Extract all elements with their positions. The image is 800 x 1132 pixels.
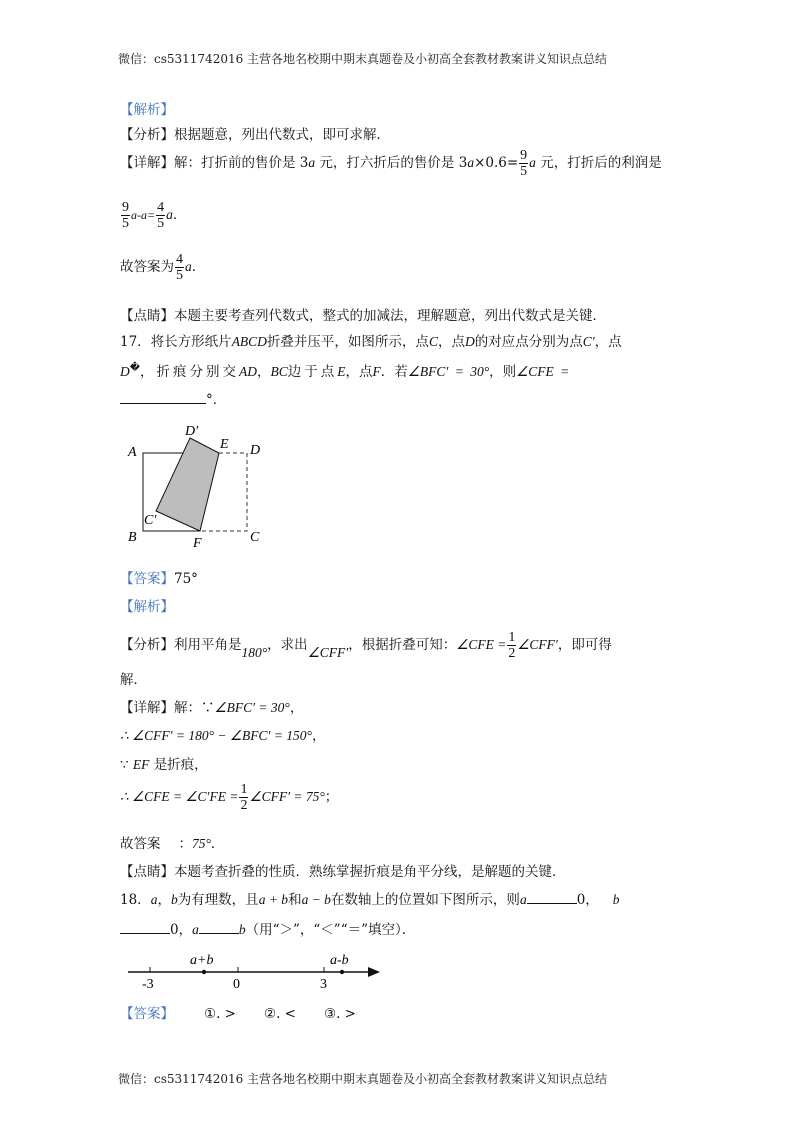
answer-blank-1[interactable]: [527, 891, 577, 904]
q16-xiangjie: [120, 148, 662, 179]
stem-text: ，点: [345, 364, 373, 380]
stem-text: 18．: [120, 892, 151, 908]
math-e: E: [337, 364, 346, 379]
number-line: [118, 948, 388, 996]
var-a: a: [529, 155, 536, 170]
answer-text: ．: [210, 836, 225, 852]
stem-text: （用“＞”，“＜”“＝”填空）．: [245, 922, 416, 938]
stem-text: ，点: [437, 334, 465, 350]
math-b: b: [170, 892, 178, 907]
math-bfc: ∠BFC′ = 30°: [214, 700, 290, 715]
math-cff: ∠CFF′: [517, 637, 558, 652]
xiangjie-text: ，: [311, 728, 326, 744]
q16-xiangjie-text: 元，打六折后的售价是 3: [315, 155, 468, 171]
because-symbol: ∵: [120, 757, 129, 773]
page-footer: 微信：cs5311742016 主营各地名校期中期末真题卷及小初高全套教材教案讲义知识点总结: [118, 1072, 608, 1086]
q16-xiangjie-text: 解：打折前的售价是 3: [174, 155, 309, 171]
stem-text: 和: [288, 892, 302, 908]
axis-arrow: [368, 967, 380, 977]
q17-stem-line1: [120, 330, 622, 350]
fenxi-text: ，根据折叠可知：: [348, 637, 457, 653]
math-bc: BC: [270, 364, 288, 379]
label-0: 0: [233, 977, 240, 992]
answer-value: 75°: [192, 836, 211, 851]
q16-dianjing: [120, 304, 606, 324]
stem-text: ．若: [380, 364, 408, 380]
math-ad: AD: [239, 364, 258, 379]
stem-text: 在数轴上的位置如下图所示，则: [330, 892, 520, 908]
fraction-9-5: $\frac{9}{5}$: [520, 148, 528, 179]
fraction-1-2: $\frac{1}{2}$: [508, 630, 516, 661]
stem-text: ，: [157, 892, 171, 908]
var-a: a: [308, 155, 316, 170]
answer-blank-3[interactable]: [199, 921, 239, 934]
fenxi-text: ，求出: [267, 637, 308, 653]
dianjing-tag: 【点睛】: [120, 864, 174, 880]
answer-text: ：: [178, 836, 192, 852]
math-d: D: [464, 334, 475, 349]
q17-stem-line2: [120, 360, 569, 380]
stem-text: 0，: [170, 922, 193, 938]
answer-3: ③. >: [324, 1006, 356, 1022]
math-c: C: [428, 334, 438, 349]
q16-xiangjie-text: ×0.6=: [474, 155, 519, 171]
math-180: 180°: [241, 645, 268, 660]
math-a: a: [519, 892, 527, 907]
xiangjie-text: ；: [324, 789, 339, 805]
math-cff-calc: ∴ ∠CFF′ = 180° − ∠BFC′ = 150°: [120, 728, 312, 743]
math-a-plus-b: a + b: [258, 892, 289, 907]
math-cfe-eq: ∴ ∠CFE = ∠C′FE =: [120, 789, 239, 804]
math-a-minus-b: a − b: [301, 892, 331, 907]
stem-text: 17．将长方形纸片: [120, 334, 232, 350]
math-cfe: ∠CFE =: [456, 637, 507, 652]
math-c-prime: C′: [582, 334, 595, 349]
stem-text: 为有理数，且: [177, 892, 259, 908]
stem-text: 边于点: [287, 364, 338, 380]
label-c-prime: C′: [144, 513, 157, 528]
fenxi-text: ，即可得: [557, 637, 612, 653]
q16-xiangjie-text: 元，打折后的利润是: [535, 155, 662, 171]
var-a: a: [166, 207, 173, 222]
q17-fenxi-line2: 解．: [120, 672, 147, 688]
label-a: A: [128, 445, 137, 460]
answer-prefix: 故答案为: [120, 259, 174, 275]
var-a: a: [467, 155, 475, 170]
q16-xiangjie-tag: 【详解】: [120, 155, 174, 171]
xiangjie-text: 是折痕，: [153, 757, 208, 773]
label-e: E: [220, 437, 229, 452]
q17-xiangjie-line3: [120, 753, 208, 773]
xiangjie-tag: 【详解】: [120, 700, 174, 716]
label-minus-3: -3: [142, 977, 154, 992]
label-a-plus-b: a+b: [190, 953, 214, 968]
q17-xiangjie-line1: [120, 696, 303, 716]
period: ．: [172, 207, 187, 223]
math-b: b: [612, 892, 620, 907]
math-condition: ∠BFC′ = 30°: [407, 364, 490, 379]
q16-answer: [120, 252, 205, 283]
fraction-4-5: $\frac{4}{5}$: [157, 200, 165, 231]
label-d-prime: D′: [185, 424, 199, 439]
q16-jiexi-tag: 【解析】: [120, 102, 174, 118]
math-ask: ∠CFE =: [516, 364, 570, 379]
math-a: a: [192, 922, 199, 937]
q16-fenxi: [120, 123, 390, 143]
math-b: b: [238, 922, 246, 937]
math-a: a: [150, 892, 158, 907]
q17-fenxi-line1: [120, 630, 612, 661]
label-c: C: [250, 530, 260, 545]
q18-answer: [120, 1002, 356, 1022]
dianjing-text: 本题主要考查列代数式，整式的加减法，理解题意，列出代数式是关键．: [174, 308, 606, 324]
answer-1: ①. >: [204, 1006, 236, 1022]
q17-answer-line: [120, 832, 224, 852]
folding-figure: [118, 420, 278, 552]
math-abcd: ABCD: [231, 334, 267, 349]
stem-text: °．: [206, 392, 227, 408]
math-f: F: [372, 364, 381, 379]
answer-text: 故答案: [120, 836, 161, 852]
point-a-minus-b: [340, 970, 344, 974]
answer-blank[interactable]: [120, 391, 206, 404]
math-d: D: [120, 364, 130, 379]
garbled-glyph: �: [129, 362, 141, 374]
label-b: B: [128, 530, 137, 545]
label-d: D: [250, 443, 261, 458]
q17-jiexi-tag: 【解析】: [120, 599, 174, 615]
stem-text: ，折痕分别交: [140, 364, 240, 380]
label-a-minus-b: a-b: [330, 953, 349, 968]
q17-stem-line3: [120, 388, 226, 408]
xiangjie-text: 解：∵: [174, 700, 215, 716]
stem-text: ，点: [594, 334, 622, 350]
q17-xiangjie-line2: [120, 724, 325, 744]
q17-dianjing: [120, 860, 566, 880]
q16-expression: [120, 200, 186, 231]
fenxi-text: 利用平角是: [174, 637, 242, 653]
math-ef: EF: [132, 757, 150, 772]
stem-text: ，则: [489, 364, 517, 380]
folded-flap: [156, 438, 219, 531]
xiangjie-text: ，: [289, 700, 304, 716]
fraction-9-5: $\frac{9}{5}$: [122, 200, 129, 231]
q18-stem-line1: [120, 888, 620, 908]
q17-xiangjie-line4: [120, 782, 338, 813]
q16-fenxi-text: 根据题意，列出代数式，即可求解．: [174, 127, 390, 143]
stem-text: 的对应点分别为点: [474, 334, 583, 350]
fenxi-tag: 【分析】: [120, 637, 174, 653]
period: ．: [191, 259, 206, 275]
equation-part: a-a=: [131, 208, 156, 222]
page-header: 微信：cs5311742016 主营各地名校期中期末真题卷及小初高全套教材教案讲义知识点总结: [118, 52, 608, 66]
stem-text: ，: [257, 364, 271, 380]
fraction-4-5: $\frac{4}{5}$: [176, 252, 183, 283]
stem-text: 0，: [576, 892, 599, 908]
var-a: a: [185, 259, 192, 274]
answer-value: 75°: [174, 571, 198, 587]
label-f: F: [193, 536, 202, 551]
q17-answer: [120, 567, 198, 587]
answer-tag: 【答案】: [120, 571, 174, 587]
answer-blank-2[interactable]: [120, 921, 170, 934]
answer-2: ②. <: [264, 1006, 296, 1022]
dianjing-text: 本题考查折叠的性质．熟练掌握折痕是角平分线，是解题的关键．: [174, 864, 566, 880]
math-cff: ∠CFF′: [307, 645, 349, 660]
point-a-plus-b: [202, 970, 206, 974]
q16-fenxi-tag: 【分析】: [120, 127, 174, 143]
math-result: ∠CFF′ = 75°: [249, 789, 325, 804]
dianjing-tag: 【点睛】: [120, 308, 174, 324]
label-3: 3: [320, 977, 327, 992]
answer-tag: 【答案】: [120, 1006, 174, 1022]
fraction-1-2: $\frac{1}{2}$: [240, 782, 248, 813]
q18-stem-line2: [120, 918, 415, 938]
stem-text: 折叠并压平，如图所示，点: [266, 334, 429, 350]
